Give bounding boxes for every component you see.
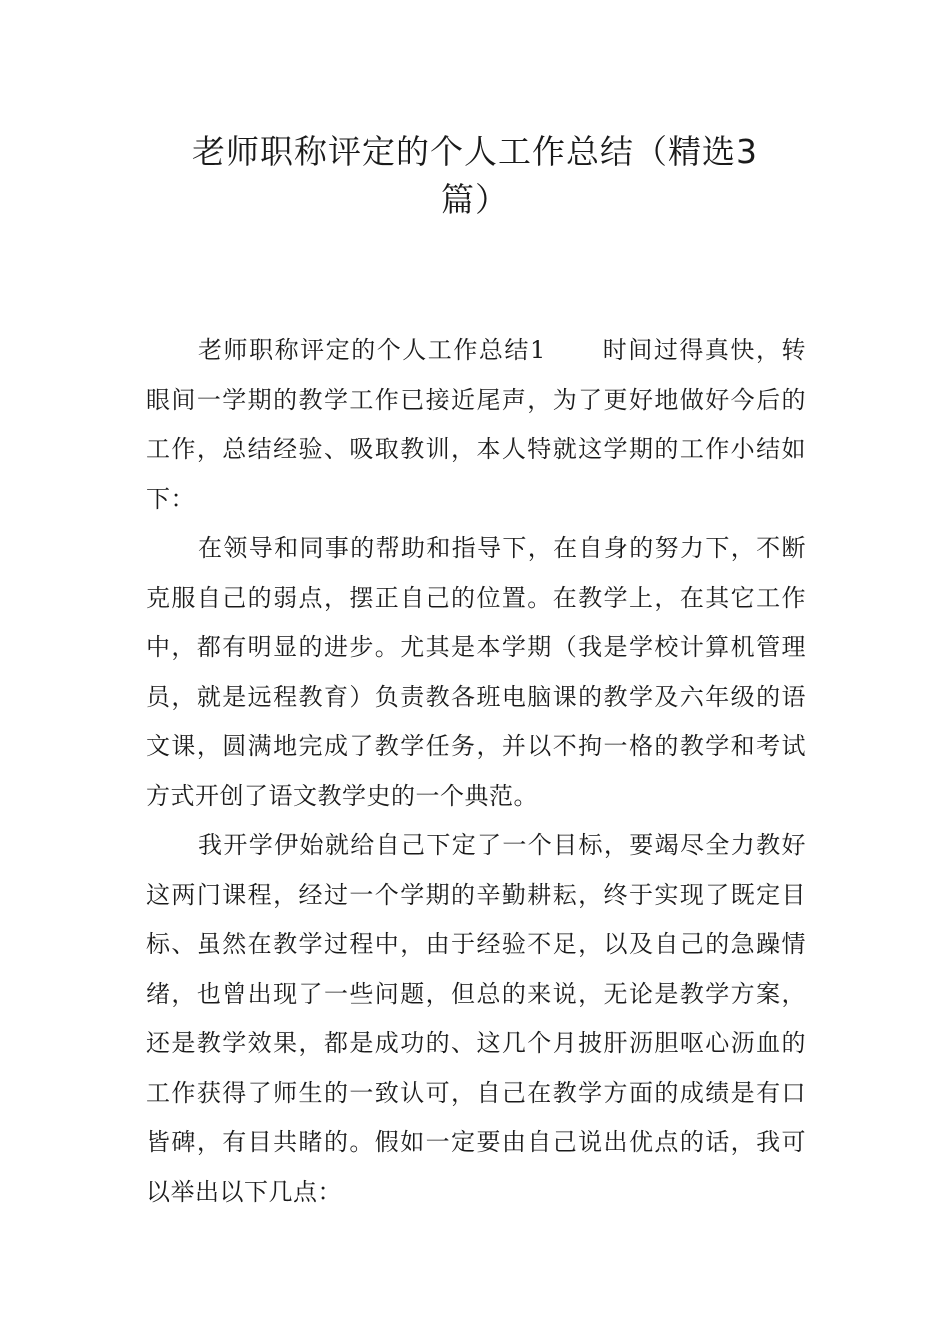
document-body bbox=[146, 326, 806, 1217]
document-title bbox=[150, 128, 800, 224]
paragraph-2: 在领导和同事的帮助和指导下，在自身的努力下，不断克服自己的弱点，摆正自己的位置。在教学上，在其它工作中，都有明显的进步。尤其是本学期（我是学校计算机管理员，就是远程教育）负责教各班电脑课的教学及六年级的语文课，圆满地完成了教学任务，并以不拘一格的教学和考试方式开创了语文教学史的一个典范。 bbox=[146, 534, 806, 810]
paragraph-1-text: 时间过得真快，转眼间一学期的教学工作已接近尾声，为了更好地做好今后的工作，总结经验、吸取教训，本人特就这学期的工作小结如下： bbox=[146, 336, 806, 513]
title-line-1: 老师职称评定的个人工作总结（精选3 bbox=[192, 132, 758, 171]
section-heading: 老师职称评定的个人工作总结1 bbox=[198, 336, 546, 364]
paragraph-3: 我开学伊始就给自己下定了一个目标，要竭尽全力教好这两门课程，经过一个学期的辛勤耕耘，终于实现了既定目标、虽然在教学过程中，由于经验不足，以及自己的急躁情绪，也曾出现了一些问题，但总的来说，无论是教学方案，还是教学效果，都是成功的、这几个月披肝沥胆呕心沥血的工作获得了师生的一致认可，自己在教学方面的成绩是有口皆碑，有目共睹的。假如一定要由自己说出优点的话，我可以举出以下几点： bbox=[146, 831, 806, 1206]
paragraph-1 bbox=[146, 326, 806, 524]
title-line-2: 篇） bbox=[441, 180, 509, 219]
